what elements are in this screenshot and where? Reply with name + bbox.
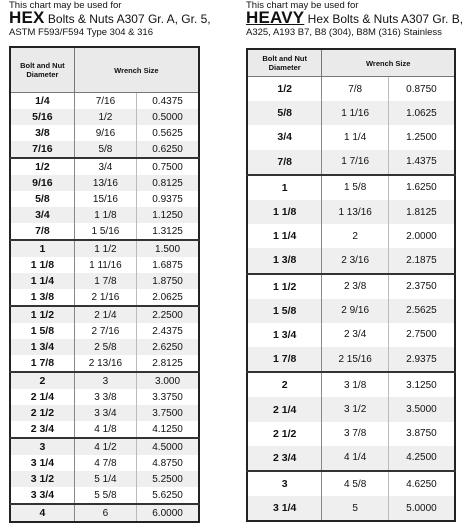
heavy-table-body [247,77,455,522]
table-row [10,504,199,522]
bolt-diameter-cell: 1/4 [10,93,74,110]
wrench-decimal-cell: 3.5000 [388,397,455,421]
bolt-diameter-cell: 1 1/8 [247,200,322,224]
hex-chart-panel [9,0,211,519]
wrench-fraction-cell: 4 1/4 [322,446,389,471]
wrench-fraction-cell: 1 1/4 [322,125,389,149]
table-row [247,471,455,496]
hex-table-body [10,93,199,523]
wrench-decimal-cell: 0.8750 [388,77,455,102]
wrench-decimal-cell: 0.5625 [137,125,199,141]
heavy-hex-chart-panel [246,0,464,515]
wrench-decimal-cell: 1.6250 [388,175,455,200]
table-row [247,224,455,248]
bolt-diameter-cell: 1 7/8 [10,355,74,372]
wrench-decimal-cell: 1.8125 [388,200,455,224]
bolt-diameter-cell: 2 1/4 [247,397,322,421]
hex-usage-note: This chart may be used for [9,0,122,11]
bolt-diameter-cell: 1 1/4 [247,224,322,248]
table-row [10,240,199,257]
wrench-decimal-cell: 2.0625 [137,289,199,306]
bolt-diameter-cell: 3/8 [10,125,74,141]
wrench-decimal-cell: 0.7500 [137,158,199,175]
bolt-diameter-cell: 2 1/4 [10,389,74,405]
table-row [10,455,199,471]
wrench-decimal-cell: 3.3750 [137,389,199,405]
wrench-decimal-cell: 1.8750 [137,273,199,289]
bolt-diameter-cell: 5/8 [10,191,74,207]
table-row [247,299,455,323]
wrench-decimal-cell: 5.6250 [137,487,199,504]
wrench-fraction-cell: 2 [322,224,389,248]
wrench-decimal-cell: 2.4375 [137,323,199,339]
table-row [10,438,199,455]
wrench-fraction-cell: 2 7/16 [74,323,136,339]
hex-standards: ASTM F593/F594 Type 304 & 316 [9,27,153,38]
wrench-fraction-cell: 1/2 [74,109,136,125]
wrench-fraction-cell: 4 5/8 [322,471,389,496]
wrench-fraction-cell: 4 1/8 [74,421,136,438]
wrench-decimal-cell: 4.2500 [388,446,455,471]
wrench-decimal-cell: 1.500 [137,240,199,257]
wrench-fraction-cell: 7/16 [74,93,136,110]
table-row [247,175,455,200]
bolt-diameter-cell: 3/4 [247,125,322,149]
table-row [10,141,199,158]
wrench-fraction-cell: 5 5/8 [74,487,136,504]
bolt-diameter-cell: 1 1/8 [10,257,74,273]
table-row [10,405,199,421]
wrench-fraction-cell: 3 7/8 [322,422,389,446]
wrench-fraction-cell: 4 1/2 [74,438,136,455]
wrench-decimal-cell: 1.4375 [388,150,455,175]
bolt-diameter-cell: 7/8 [10,223,74,240]
wrench-fraction-cell: 1 1/8 [74,207,136,223]
wrench-decimal-cell: 2.9375 [388,347,455,372]
wrench-fraction-cell: 1 5/8 [322,175,389,200]
bolt-diameter-header: Bolt and Nut Diameter [10,47,74,93]
bolt-diameter-cell: 2 1/2 [10,405,74,421]
wrench-size-header: Wrench Size [74,47,199,93]
wrench-decimal-cell: 3.000 [137,372,199,389]
wrench-size-header: Wrench Size [322,49,455,77]
table-row [10,175,199,191]
table-row [247,248,455,273]
table-row [10,421,199,438]
table-row [247,200,455,224]
table-row [10,471,199,487]
wrench-fraction-cell: 2 9/16 [322,299,389,323]
table-row [10,223,199,240]
bolt-diameter-cell: 5/16 [10,109,74,125]
wrench-decimal-cell: 2.5625 [388,299,455,323]
wrench-fraction-cell: 9/16 [74,125,136,141]
wrench-fraction-cell: 7/8 [322,77,389,102]
heavy-chart-header [246,0,464,39]
wrench-decimal-cell: 0.6250 [137,141,199,158]
wrench-fraction-cell: 3 [74,372,136,389]
hex-title-text: Bolts & Nuts A307 Gr. A, Gr. 5, [44,12,211,26]
table-row [10,273,199,289]
table-row [247,397,455,421]
bolt-diameter-cell: 1 [247,175,322,200]
bolt-diameter-cell: 1 7/8 [247,347,322,372]
wrench-decimal-cell: 3.1250 [388,372,455,397]
bolt-diameter-cell: 2 3/4 [10,421,74,438]
wrench-fraction-cell: 2 15/16 [322,347,389,372]
bolt-diameter-cell: 4 [10,504,74,522]
wrench-fraction-cell: 2 1/16 [74,289,136,306]
table-row [247,125,455,149]
wrench-fraction-cell: 1 1/16 [322,101,389,125]
table-row [10,306,199,323]
bolt-diameter-cell: 2 [247,372,322,397]
table-row [10,355,199,372]
wrench-decimal-cell: 5.2500 [137,471,199,487]
wrench-decimal-cell: 0.8125 [137,175,199,191]
wrench-decimal-cell: 3.7500 [137,405,199,421]
table-row [10,339,199,355]
hex-wrench-table [9,46,200,523]
wrench-decimal-cell: 4.1250 [137,421,199,438]
table-row [247,446,455,471]
bolt-diameter-cell: 7/8 [247,150,322,175]
bolt-diameter-cell: 9/16 [10,175,74,191]
table-row [10,93,199,110]
wrench-decimal-cell: 0.4375 [137,93,199,110]
wrench-decimal-cell: 1.3125 [137,223,199,240]
wrench-decimal-cell: 1.1250 [137,207,199,223]
bolt-diameter-cell: 3 1/2 [10,471,74,487]
wrench-fraction-cell: 2 13/16 [74,355,136,372]
heavy-standards: A325, A193 B7, B8 (304), B8M (316) Stainless [246,27,442,38]
table-row [247,101,455,125]
table-row [247,77,455,102]
bolt-diameter-cell: 5/8 [247,101,322,125]
heavy-usage-note: This chart may be used for [246,0,359,11]
heavy-hex-wrench-table [246,48,456,522]
wrench-fraction-cell: 5 [322,496,389,521]
bolt-diameter-cell: 3 1/4 [247,496,322,521]
table-row [10,323,199,339]
hex-title-keyword: HEX [9,8,45,27]
table-row [247,422,455,446]
table-row [247,323,455,347]
wrench-fraction-cell: 1 7/16 [322,150,389,175]
table-row [10,372,199,389]
wrench-fraction-cell: 1 1/2 [74,240,136,257]
wrench-decimal-cell: 1.2500 [388,125,455,149]
wrench-fraction-cell: 2 5/8 [74,339,136,355]
table-row [10,207,199,223]
table-row [10,158,199,175]
wrench-decimal-cell: 1.0625 [388,101,455,125]
bolt-diameter-cell: 2 1/2 [247,422,322,446]
wrench-fraction-cell: 2 1/4 [74,306,136,323]
wrench-fraction-cell: 3/4 [74,158,136,175]
wrench-decimal-cell: 4.5000 [137,438,199,455]
wrench-fraction-cell: 2 3/4 [322,323,389,347]
wrench-fraction-cell: 3 3/4 [74,405,136,421]
bolt-diameter-cell: 1 1/2 [247,274,322,299]
wrench-decimal-cell: 2.0000 [388,224,455,248]
wrench-decimal-cell: 2.3750 [388,274,455,299]
wrench-decimal-cell: 1.6875 [137,257,199,273]
bolt-diameter-cell: 1/2 [247,77,322,102]
wrench-decimal-cell: 3.8750 [388,422,455,446]
wrench-fraction-cell: 3 3/8 [74,389,136,405]
wrench-fraction-cell: 4 7/8 [74,455,136,471]
table-row [247,372,455,397]
bolt-diameter-cell: 1 3/8 [10,289,74,306]
wrench-decimal-cell: 2.1875 [388,248,455,273]
wrench-fraction-cell: 6 [74,504,136,522]
wrench-decimal-cell: 2.2500 [137,306,199,323]
wrench-decimal-cell: 2.7500 [388,323,455,347]
wrench-fraction-cell: 1 13/16 [322,200,389,224]
bolt-diameter-cell: 1 1/4 [10,273,74,289]
heavy-title-text: Hex Bolts & Nuts A307 Gr. B, [304,12,464,26]
table-row [10,487,199,504]
wrench-fraction-cell: 15/16 [74,191,136,207]
wrench-fraction-cell: 1 5/16 [74,223,136,240]
wrench-decimal-cell: 4.6250 [388,471,455,496]
wrench-fraction-cell: 5 1/4 [74,471,136,487]
bolt-diameter-cell: 1 5/8 [10,323,74,339]
table-row [10,389,199,405]
wrench-decimal-cell: 4.8750 [137,455,199,471]
table-row [10,289,199,306]
bolt-diameter-cell: 2 3/4 [247,446,322,471]
table-row [10,257,199,273]
bolt-diameter-cell: 3 3/4 [10,487,74,504]
bolt-diameter-cell: 1 3/4 [10,339,74,355]
table-row [10,109,199,125]
wrench-decimal-cell: 2.8125 [137,355,199,372]
table-row [10,125,199,141]
bolt-diameter-cell: 7/16 [10,141,74,158]
wrench-fraction-cell: 3 1/8 [322,372,389,397]
bolt-diameter-header: Bolt and Nut Diameter [247,49,322,77]
bolt-diameter-cell: 1 [10,240,74,257]
bolt-diameter-cell: 1 1/2 [10,306,74,323]
table-row [247,496,455,521]
wrench-fraction-cell: 2 3/16 [322,248,389,273]
wrench-decimal-cell: 0.5000 [137,109,199,125]
wrench-fraction-cell: 3 1/2 [322,397,389,421]
bolt-diameter-cell: 3/4 [10,207,74,223]
bolt-diameter-cell: 1 5/8 [247,299,322,323]
bolt-diameter-cell: 2 [10,372,74,389]
bolt-diameter-cell: 1/2 [10,158,74,175]
bolt-diameter-cell: 1 3/4 [247,323,322,347]
table-row [247,274,455,299]
heavy-title-keyword: HEAVY [246,8,305,27]
table-row [10,191,199,207]
bolt-diameter-cell: 3 1/4 [10,455,74,471]
wrench-fraction-cell: 5/8 [74,141,136,158]
bolt-diameter-cell: 3 [247,471,322,496]
bolt-diameter-cell: 1 3/8 [247,248,322,273]
wrench-fraction-cell: 2 3/8 [322,274,389,299]
wrench-fraction-cell: 1 11/16 [74,257,136,273]
table-row [247,150,455,175]
wrench-fraction-cell: 13/16 [74,175,136,191]
wrench-decimal-cell: 6.0000 [137,504,199,522]
wrench-fraction-cell: 1 7/8 [74,273,136,289]
hex-chart-header [9,0,211,39]
table-row [247,347,455,372]
wrench-decimal-cell: 0.9375 [137,191,199,207]
bolt-diameter-cell: 3 [10,438,74,455]
wrench-decimal-cell: 2.6250 [137,339,199,355]
wrench-decimal-cell: 5.0000 [388,496,455,521]
